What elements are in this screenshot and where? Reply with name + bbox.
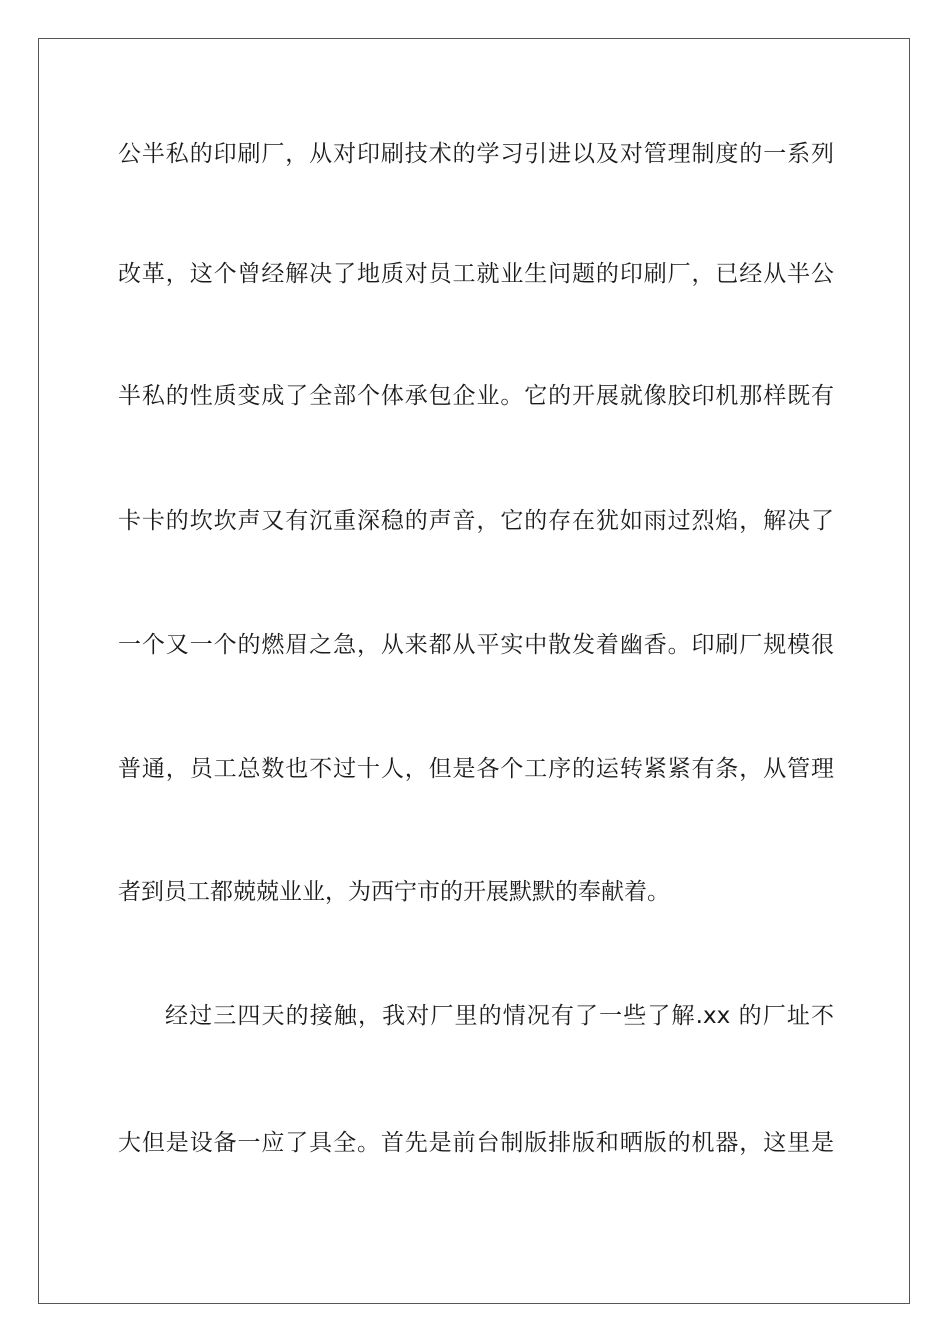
paragraph-line-5: 一个又一个的燃眉之急，从来都从平实中散发着幽香。印刷厂规模很 bbox=[118, 632, 834, 658]
paragraph-line-2: 改革，这个曾经解决了地质对员工就业生问题的印刷厂，已经从半公 bbox=[118, 261, 834, 287]
paragraph-line-7: 者到员工都兢兢业业，为西宁市的开展默默的奉献着。 bbox=[118, 879, 670, 905]
page-border bbox=[38, 38, 910, 1304]
paragraph-line-1: 公半私的印刷厂，从对印刷技术的学习引进以及对管理制度的一系列 bbox=[118, 141, 834, 167]
paragraph-line-3: 半私的性质变成了全部个体承包企业。它的开展就像胶印机那样既有 bbox=[118, 383, 834, 409]
paragraph-line-8: 经过三四天的接触，我对厂里的情况有了一些了解.xx 的厂址不 bbox=[165, 1003, 834, 1029]
paragraph-line-4: 卡卡的坎坎声又有沉重深稳的声音，它的存在犹如雨过烈焰，解决了 bbox=[118, 508, 834, 534]
paragraph-line-9: 大但是设备一应了具全。首先是前台制版排版和晒版的机器，这里是 bbox=[118, 1130, 834, 1156]
paragraph-line-6: 普通，员工总数也不过十人，但是各个工序的运转紧紧有条，从管理 bbox=[118, 756, 834, 782]
